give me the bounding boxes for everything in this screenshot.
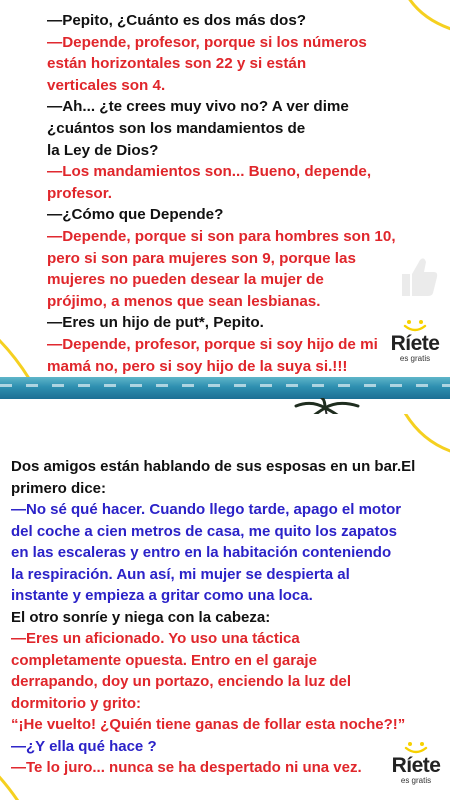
dialogue-line: instante y empieza a gritar como una loca. [11,587,313,604]
dialogue-line: —Depende, profesor, porque si los números [47,33,367,51]
dialogue-line: —Eres un aficionado. Yo uso una táctica [11,630,300,647]
dialogue-lines [47,10,396,377]
dialogue-line: —Te lo juro... nunca se ha despertado ni una vez. [11,759,362,776]
dialogue-line: la Ley de Dios? [47,141,159,159]
dialogue-line: —Pepito, ¿Cuánto es dos más dos? [47,12,307,29]
water-strip [0,377,450,399]
dialogue-line: —Depende, profesor, porque si soy hijo de mi [47,335,378,353]
dialogue-line: están horizontales son 22 y si están [47,55,307,73]
dialogue-line: la respiración. Aun así, mi mujer se despierta al [11,565,350,583]
dialogue-line: dormitorio y grito: [11,694,141,712]
dialogue-line: pero si son para mujeres son 9, porque las [47,249,356,267]
joke-card-amigos [0,414,450,800]
riete-logo [386,740,446,786]
card-gap [0,399,450,414]
yellow-arc-decoration [0,300,35,380]
dialogue-line: ¿cuántos son los mandamientos de [47,119,306,137]
logo-tagline: es gratis [399,354,431,363]
dialogue-line: El otro sonríe y niega con la cabeza: [11,608,271,626]
dialogue-line: verticales son 4. [47,76,166,94]
dialogue-line: prójimo, a menos que sean lesbianas. [47,292,321,310]
dialogue-line: —Eres un hijo de put*, Pepito. [47,314,264,332]
yellow-arc-decoration [395,0,450,50]
dialogue-line: derrapando, doy un portazo, enciendo la luz del [11,673,352,690]
water-ripple [0,384,450,387]
dialogue-line: —¿Y ella qué hace ? [11,737,157,755]
dialogue-line: “¡He vuelto! ¿Quién tiene ganas de follar esta noche?!” [11,716,406,733]
dialogue-line: —Depende, porque si son para hombres son 10, [47,227,396,245]
thumbs-up-icon [396,248,440,308]
dialogue-line: profesor. [47,184,112,202]
dialogue-line: mamá no, pero si soy hijo de la suya si.!!! [47,357,348,375]
dialogue-line: —No sé qué hacer. Cuando llego tarde, apago el motor [11,501,402,518]
dialogue-line: Dos amigos están hablando de sus esposas en un bar.El [11,458,416,475]
dialogue-line: en las escaleras y entro en la habitación conteniendo [11,544,392,561]
joke-card-pepito [0,0,450,388]
dialogue-line: —Ah... ¿te crees muy vivo no? A ver dime [47,98,349,116]
dialogue-line: —Los mandamientos son... Bueno, depende, [47,163,372,181]
dialogue-line: del coche a cien metros de casa, me quito los zapatos [11,522,397,540]
riete-logo [385,318,445,364]
dialogue-line: primero dice: [11,479,107,497]
logo-wordmark: Ríete [390,332,440,355]
dialogue-line: —¿Cómo que Depende? [47,206,224,224]
dialogue-lines [11,456,415,779]
dialogue-line: mujeres no pueden desear la mujer de [47,271,324,289]
logo-tagline: es gratis [400,776,432,785]
logo-wordmark: Ríete [391,754,441,777]
dialogue-line: completamente opuesta. Entro en el garaje [11,651,317,669]
